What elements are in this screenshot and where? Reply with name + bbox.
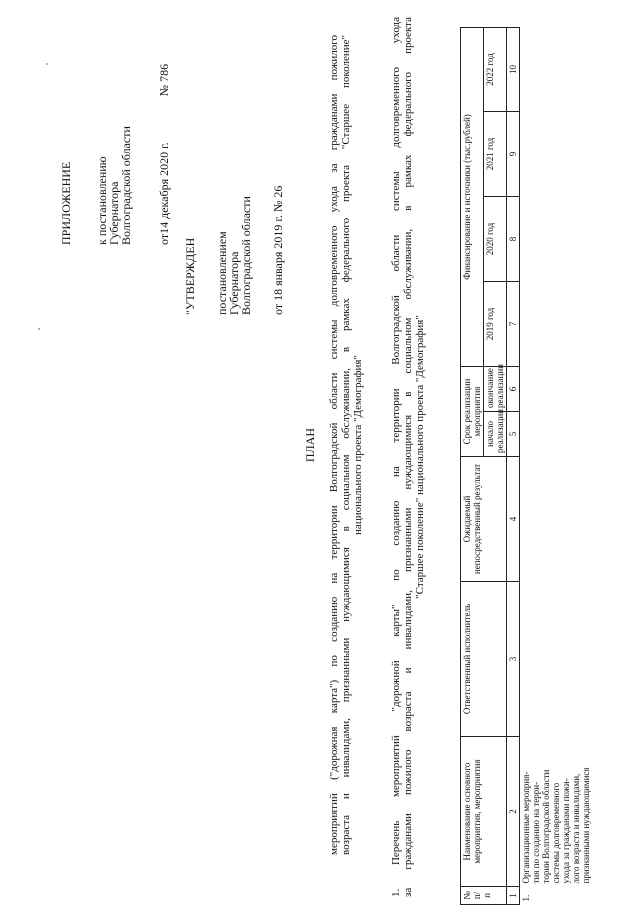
section-block [390,17,426,897]
scan-speck [38,328,40,330]
row1-line: Организационные мероприя- [521,771,531,884]
plan-line-1: мероприятий ("дорожная карта") по созданию на территории Волгоградской области системы долговременного ухода за гражданами пожилого [328,35,340,855]
plan-block [304,35,364,855]
appendix-date-row [158,5,170,245]
table-row [520,27,593,904]
colnum-6: 6 [507,367,520,412]
header-finance: Финансирование и источники (тыс.рублей) [461,27,484,366]
approved-line-1: постановлением [215,231,229,315]
header-name: Наименование основного мероприятия, мероприятия [461,737,507,887]
row1-line: ухода за гражданами пожи- [561,778,571,884]
colnum-10: 10 [507,27,520,111]
appendix-line-2: Губернатора [107,181,121,245]
header-term-end: окончание реализации [484,367,507,412]
scan-speck [46,63,48,65]
approved-line-2: Губернатора [227,251,241,315]
appendix-date: от14 декабря 2020 г. [157,142,171,245]
header-term: Срок реализации мероприятия [461,367,484,457]
row1-num: 1. [521,894,531,902]
header-num: № п/п [461,887,507,905]
appendix-block [60,5,170,245]
approved-line-3: Волгоградской области [239,196,253,315]
plan-heading: ПЛАН [303,427,317,463]
approved-date: от 18 января 2019 г. № 26 [271,185,285,315]
appendix-line-1: к постановлению [95,156,109,245]
approved-title: "УТВЕРЖДЕН [183,237,197,315]
header-2021: 2021 год [484,112,507,197]
row1-line: тия по созданию на терри- [531,781,541,884]
row1-line: лого возраста и инвалидами, [571,773,581,884]
row1-line: признанными нуждающимися [581,767,591,884]
plan-line-2: возраста и инвалидами, признанными нуждающимися в социальном обслуживании, в рамках федерального проекта "Старшее поколение" [340,35,352,855]
approved-block [184,35,284,315]
colnum-8: 8 [507,197,520,282]
row1-line: тории Волгоградской области [541,769,551,884]
header-2019: 2019 год [484,282,507,367]
colnum-4: 4 [507,457,520,582]
appendix-line-3: Волгоградской области [119,126,133,245]
colnum-7: 7 [507,282,520,367]
plan-table [460,27,592,905]
row1-name [520,737,593,887]
header-term-start: начало реализации [484,412,507,457]
header-executor: Ответственный исполнитель [461,582,507,737]
row1-empty [520,27,593,736]
table-column-numbers-row [507,27,520,904]
section-line-3: "Старшее поколение" национального проекта "Демография" [414,315,426,599]
header-2022: 2022 год [484,27,507,111]
appendix-title: ПРИЛОЖЕНИЕ [59,161,73,245]
colnum-9: 9 [507,112,520,197]
header-result: Ожидаемый непосредственный результат [461,457,507,582]
colnum-5: 5 [507,412,520,457]
table-header-row-1 [461,27,484,904]
appendix-number: № 786 [157,63,171,97]
section-line-2: за гражданами пожилого возраста и инвалидами, признанными нуждающимися в социальном обслуживании, в рамках федерального проекта [402,17,414,897]
section-line-1: 1. Перечень мероприятий "дорожной карты" по созданию на территории Волгоградской области системы долговременного ухода [390,17,402,897]
plan-line-3: национального проекта "Демография" [352,355,364,535]
colnum-2: 2 [507,737,520,887]
row1-line: системы долговременного [551,782,561,884]
header-2020: 2020 год [484,197,507,282]
colnum-3: 3 [507,582,520,737]
colnum-1: 1 [507,887,520,905]
